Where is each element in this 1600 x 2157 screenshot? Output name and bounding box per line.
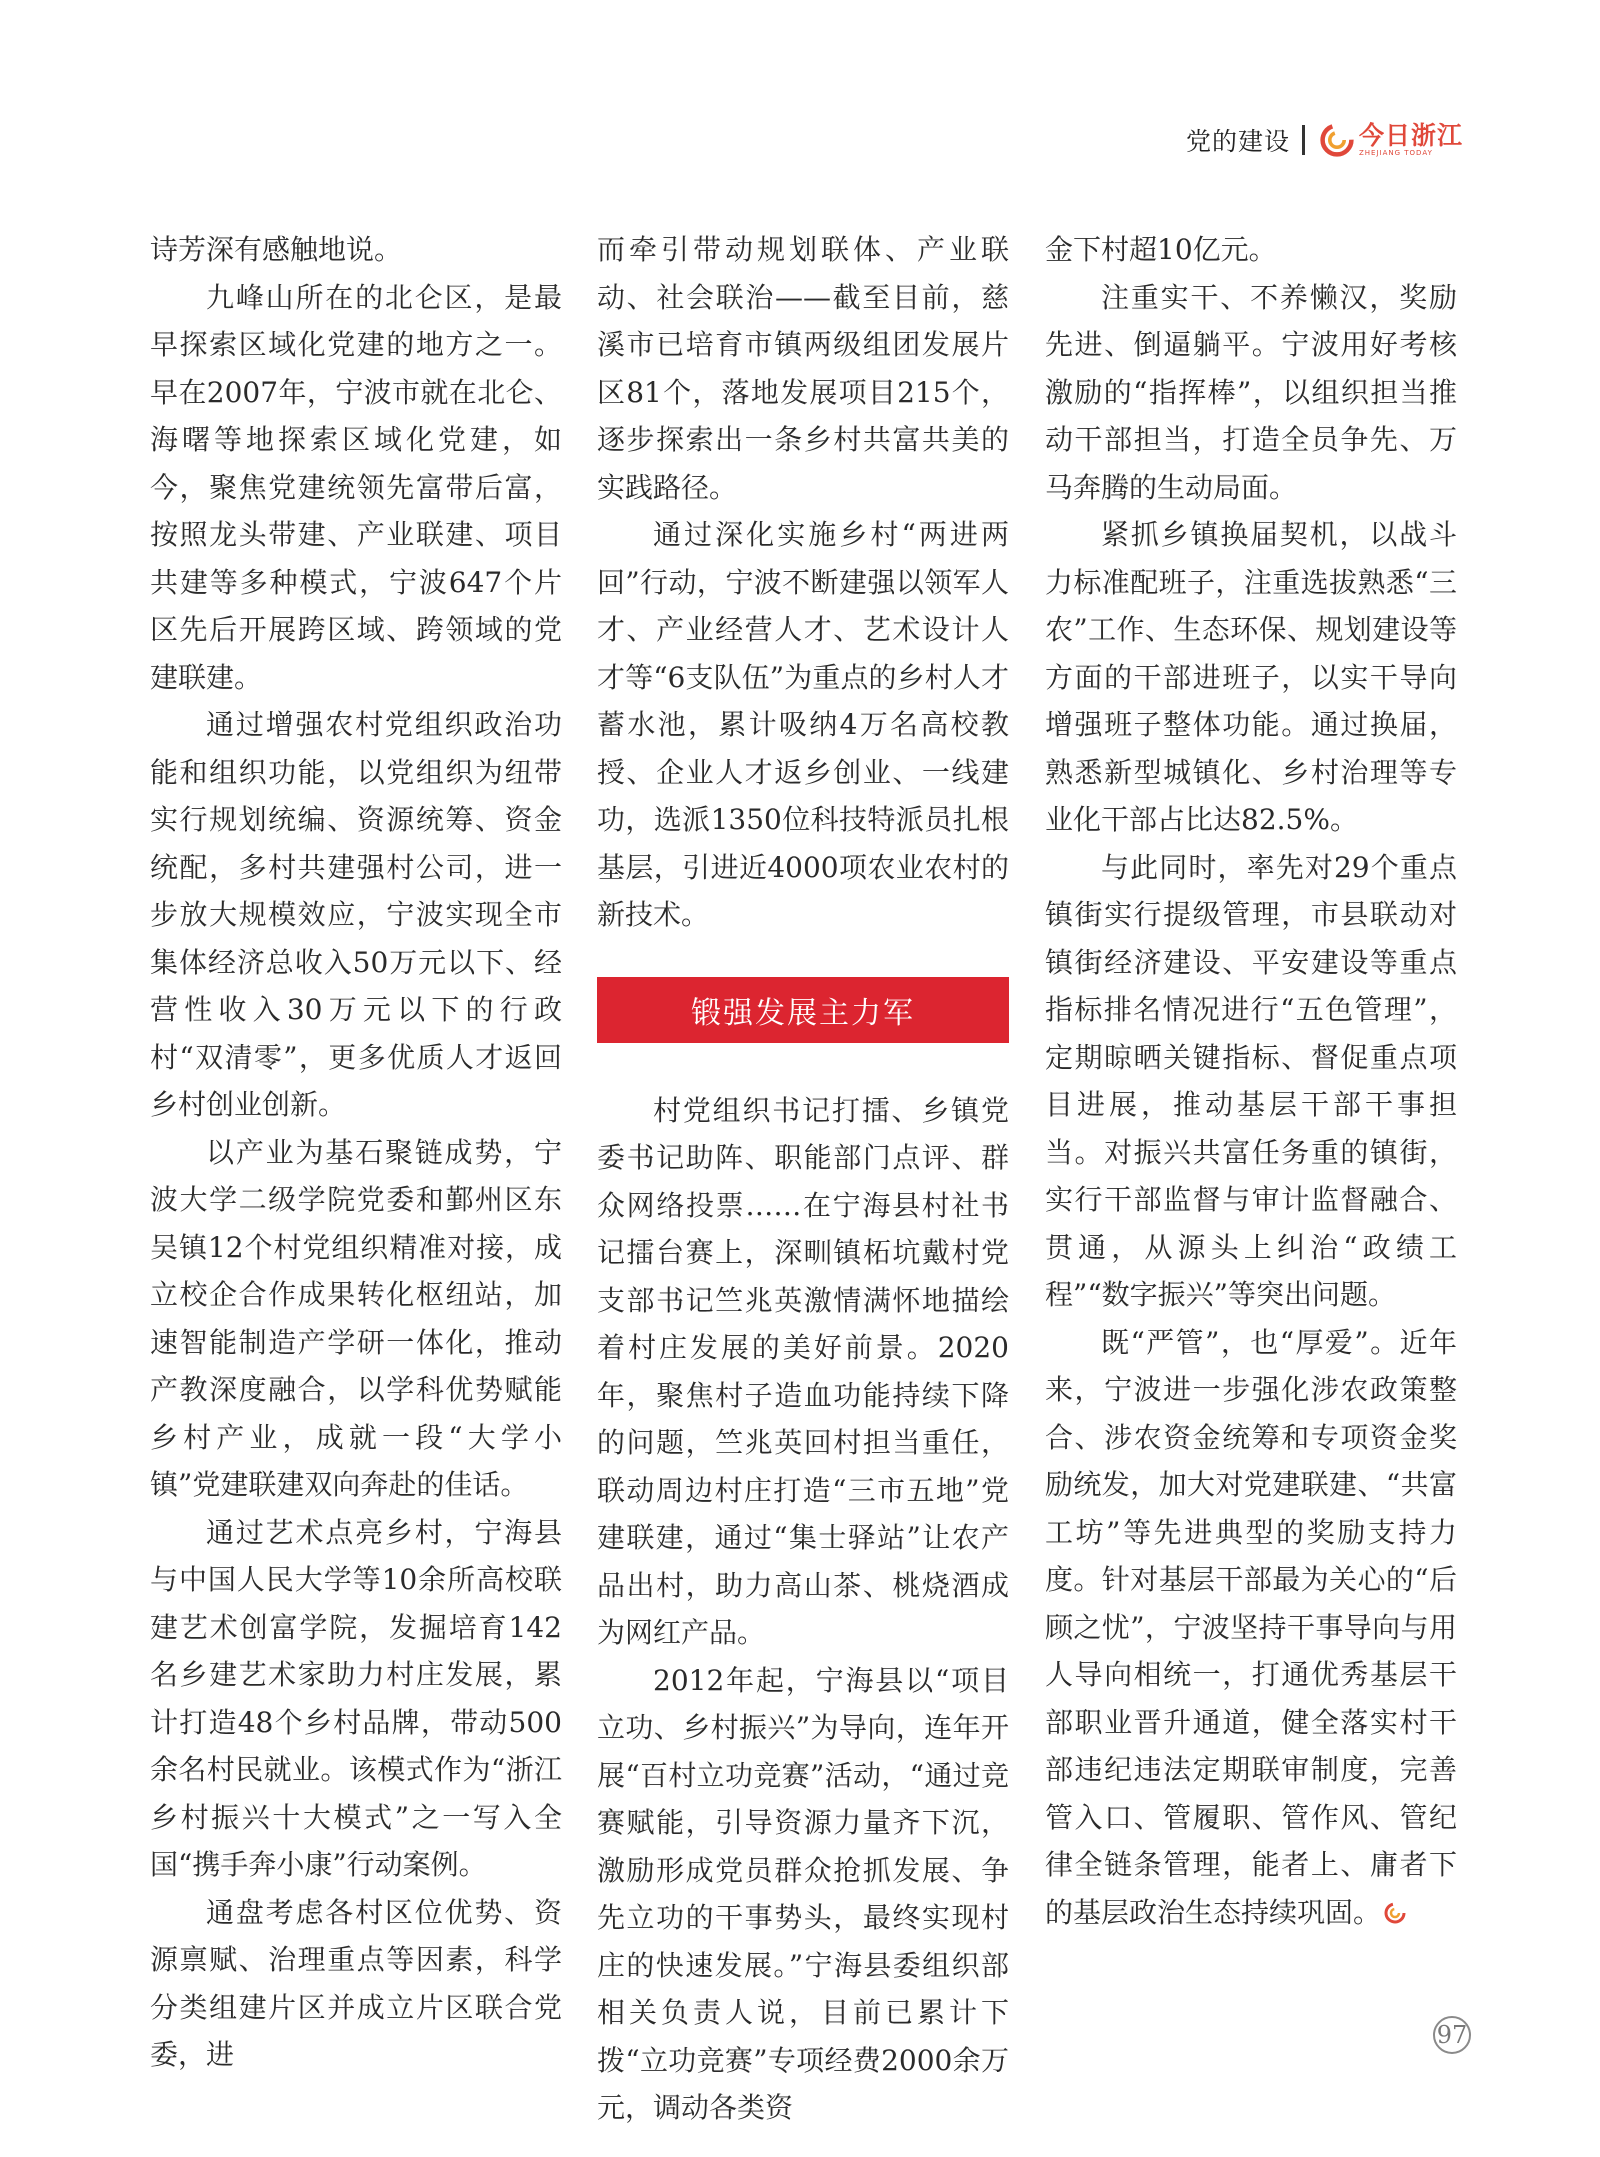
article-paragraph	[150, 1509, 562, 1889]
paragraph-text: 通过增强农村党组织政治功能和组织功能，以党组织为纽带实行规划统编、资源统筹、资金统配，多村共建强村公司，进一步放大规模效应，宁波实现全市集体经济总收入50万元以下、经营性收入30万元以下的行政村“双清零”，更多优质人才返回乡村创业创新。	[150, 708, 562, 1121]
logo-subtext: ZHEJIANG TODAY	[1358, 149, 1433, 157]
article-paragraph	[150, 1889, 562, 2079]
article-paragraph	[1045, 844, 1457, 1319]
article-paragraph	[1045, 511, 1457, 844]
article-paragraph	[150, 1129, 562, 1509]
paragraph-text: 金下村超10亿元。	[1045, 233, 1277, 266]
page-header	[1186, 118, 1463, 162]
logo-wordmark	[1359, 123, 1463, 157]
article-paragraph	[150, 226, 562, 274]
end-mark-icon	[1383, 1901, 1407, 1925]
article-paragraph	[597, 1657, 1009, 2132]
article-paragraph	[597, 226, 1009, 511]
paragraph-text: 通盘考虑各村区位优势、资源禀赋、治理重点等因素，科学分类组建片区并成立片区联合党委，进	[150, 1895, 562, 2071]
paragraph-text: 通过艺术点亮乡村，宁海县与中国人民大学等10余所高校联建艺术创富学院，发掘培育142名乡建艺术家助力村庄发展，累计打造48个乡村品牌，带动500余名村民就业。该模式作为“浙江乡村振兴十大模式”之一写入全国“携手奔小康”行动案例。	[150, 1515, 562, 1881]
logo-swirl-icon	[1319, 122, 1355, 158]
article-column-3	[1045, 226, 1457, 1936]
article-paragraph	[150, 701, 562, 1129]
paragraph-text: 以产业为基石聚链成势，宁波大学二级学院党委和鄞州区东吴镇12个村党组织精准对接，成立校企合作成果转化枢纽站，加速智能制造产学研一体化，推动产教深度融合，以学科优势赋能乡村产业，成就一段“大学小镇”党建联建双向奔赴的佳话。	[150, 1135, 562, 1501]
section-heading: 锻强发展主力军	[597, 977, 1009, 1043]
paragraph-text: 2012年起，宁海县以“项目立功、乡村振兴”为导向，连年开展“百村立功竞赛”活动，“通过竞赛赋能，引导资源力量齐下沉，激励形成党员群众抢抓发展、争先立功的干事势头，最终实现村庄的快速发展。”宁海县委组织部相关负责人说，目前已累计下拨“立功竞赛”专项经费2000余万元，调动各类资	[597, 1663, 1009, 2124]
magazine-logo	[1319, 122, 1463, 158]
article-paragraph	[597, 1087, 1009, 1657]
paragraph-text: 村党组织书记打擂、乡镇党委书记助阵、职能部门点评、群众网络投票……在宁海县村社书记擂台赛上，深甽镇柘坑戴村党支部书记竺兆英激情满怀地描绘着村庄发展的美好前景。2020年，聚焦村子造血功能持续下降的问题，竺兆英回村担当重任，联动周边村庄打造“三市五地”党建联建，通过“集士驿站”让农产品出村，助力高山茶、桃烧酒成为网红产品。	[597, 1093, 1009, 1649]
paragraph-text: 既“严管”，也“厚爱”。近年来，宁波进一步强化涉农政策整合、涉农资金统筹和专项资金奖励统发，加大对党建联建、“共富工坊”等先进典型的奖励支持力度。针对基层干部最为关心的“后顾之忧”，宁波坚持干事导向与用人导向相统一，打通优秀基层干部职业晋升通道，健全落实村干部违纪违法定期联审制度，完善管入口、管履职、管作风、管纪律全链条管理，能者上、庸者下的基层政治生态持续巩固。	[1045, 1325, 1457, 1929]
paragraph-text: 诗芳深有感触地说。	[150, 233, 403, 266]
paragraph-text: 九峰山所在的北仑区，是最早探索区域化党建的地方之一。早在2007年，宁波市就在北仑、海曙等地探索区域化党建，如今，聚焦党建统领先富带后富，按照龙头带建、产业联建、项目共建等多种模式，宁波647个片区先后开展跨区域、跨领域的党建联建。	[150, 280, 562, 694]
article-paragraph	[1045, 274, 1457, 512]
article-paragraph	[1045, 1319, 1457, 1937]
paragraph-text: 而牵引带动规划联体、产业联动、社会联治——截至目前，慈溪市已培育市镇两级组团发展片区81个，落地发展项目215个，逐步探索出一条乡村共富共美的实践路径。	[597, 233, 1009, 504]
section-name: 党的建设	[1185, 127, 1290, 156]
article-column-2	[597, 226, 1009, 2132]
header-divider	[1302, 125, 1305, 155]
logo-text: 今日浙江	[1358, 121, 1463, 150]
paragraph-text: 与此同时，率先对29个重点镇街实行提级管理，市县联动对镇街经济建设、平安建设等重点指标排名情况进行“五色管理”，定期晾晒关键指标、督促重点项目进展，推动基层干部干事担当。对振兴共富任务重的镇街，实行干部监督与审计监督融合、贯通，从源头上纠治“政绩工程”“数字振兴”等突出问题。	[1045, 850, 1457, 1311]
paragraph-text: 紧抓乡镇换届契机，以战斗力标准配班子，注重选拔熟悉“三农”工作、生态环保、规划建设等方面的干部进班子，以实干导向增强班子整体功能。通过换届，熟悉新型城镇化、乡村治理等专业化干部占比达82.5%。	[1045, 518, 1457, 836]
article-paragraph	[597, 511, 1009, 939]
article-paragraph	[150, 274, 562, 702]
page-number: 97	[1433, 2016, 1471, 2054]
paragraph-text: 通过深化实施乡村“两进两回”行动，宁波不断建强以领军人才、产业经营人才、艺术设计人才等“6支队伍”为重点的乡村人才蓄水池，累计吸纳4万名高校教授、企业人才返乡创业、一线建功，选派1350位科技特派员扎根基层，引进近4000项农业农村的新技术。	[597, 518, 1009, 931]
paragraph-text: 注重实干、不养懒汉，奖励先进、倒逼躺平。宁波用好考核激励的“指挥棒”，以组织担当推动干部担当，打造全员争先、万马奔腾的生动局面。	[1045, 280, 1457, 504]
article-column-1	[150, 226, 562, 2079]
article-paragraph	[1045, 226, 1457, 274]
